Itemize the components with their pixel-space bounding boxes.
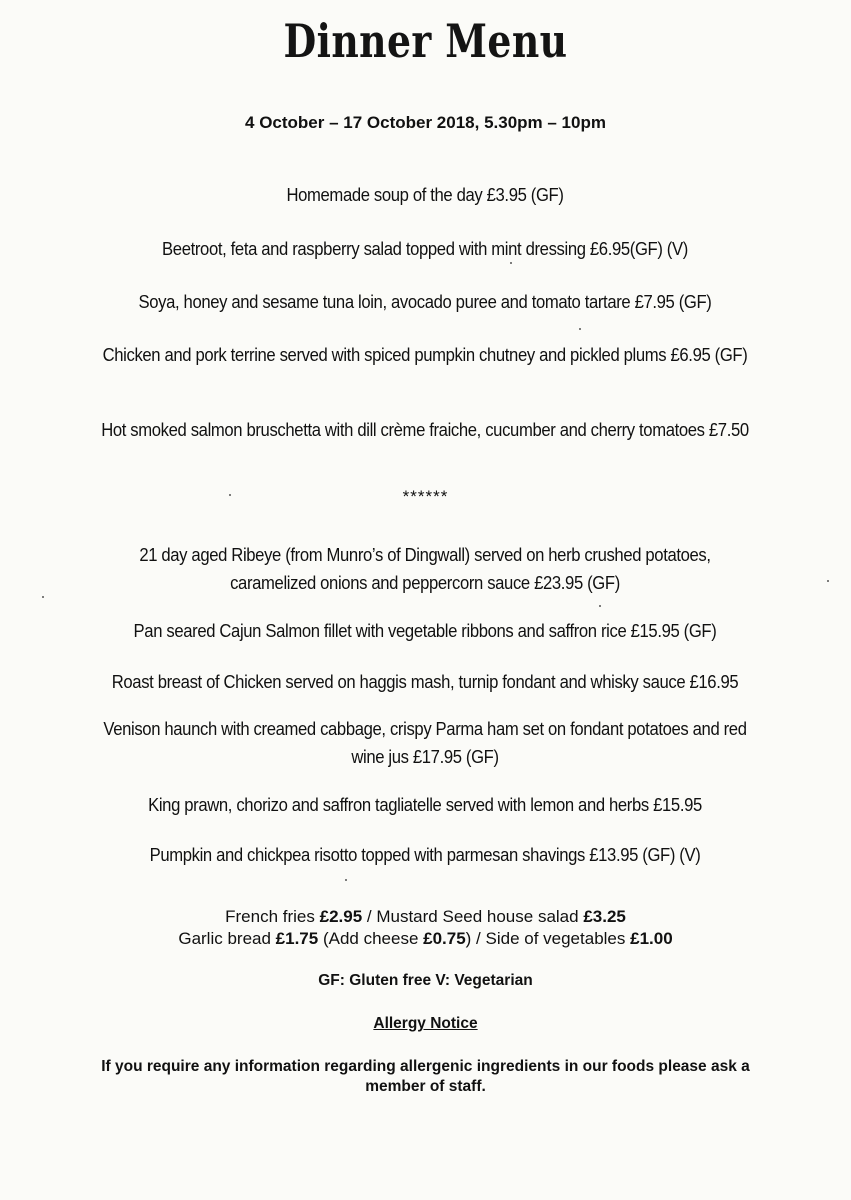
main-item: Pumpkin and chickpea risotto topped with parmesan shavings £13.95 (GF) (V)	[149, 844, 701, 865]
course-separator: ******	[402, 487, 449, 506]
allergy-heading: Allergy Notice	[373, 1015, 478, 1032]
starter-item: Hot smoked salmon bruschetta with dill crème fraiche, cucumber and cherry tomatoes £7.50	[101, 419, 749, 440]
main-item: King prawn, chorizo and saffron tagliatelle served with lemon and herbs £15.95	[148, 794, 702, 815]
main-item: Roast breast of Chicken served on haggis mash, turnip fondant and whisky sauce £16.95	[111, 671, 739, 692]
scan-speck	[579, 328, 581, 330]
starter-item: Soya, honey and sesame tuna loin, avocado puree and tomato tartare £7.95 (GF)	[138, 291, 712, 312]
dietary-key: GF: Gluten free V: Vegetarian	[318, 972, 533, 989]
veg-label: ) / Side of vegetables	[465, 929, 631, 948]
sides-line-2	[0, 928, 851, 950]
scan-speck	[229, 494, 231, 496]
main-item: Pan seared Cajun Salmon fillet with vegetable ribbons and saffron rice £15.95 (GF)	[133, 620, 717, 641]
garlic-price: £1.75	[275, 929, 319, 948]
allergy-text: If you require any information regarding allergenic ingredients in our foods please ask a member of staff.	[101, 1058, 750, 1095]
veg-price: £1.00	[630, 929, 673, 948]
garlic-label: Garlic bread	[178, 929, 276, 948]
main-item: 21 day aged Ribeye (from Munro’s of Dingwall) served on herb crushed potatoes, caramelized onions and peppercorn sauce £23.95 (GF)	[139, 544, 711, 593]
starter-item: Beetroot, feta and raspberry salad topped with mint dressing £6.95(GF) (V)	[162, 238, 688, 259]
scan-speck	[345, 879, 347, 881]
salad-label: / Mustard Seed house salad	[362, 907, 584, 926]
starter-item: Homemade soup of the day £3.95 (GF)	[286, 184, 564, 205]
sides-block	[0, 906, 851, 950]
fries-label: French fries	[225, 907, 320, 926]
fries-price: £2.95	[319, 907, 363, 926]
page-title: Dinner Menu	[283, 14, 568, 68]
scan-speck	[827, 580, 829, 582]
starter-item: Chicken and pork terrine served with spiced pumpkin chutney and pickled plums £6.95 (GF)	[102, 344, 748, 365]
scan-speck	[510, 262, 512, 264]
cheese-price: £0.75	[423, 929, 466, 948]
scan-speck	[599, 605, 601, 607]
scan-speck	[42, 596, 44, 598]
date-range: 4 October – 17 October 2018, 5.30pm – 10pm	[245, 113, 606, 132]
sides-line-1	[0, 906, 851, 928]
cheese-label: (Add cheese	[318, 929, 424, 948]
salad-price: £3.25	[583, 907, 626, 926]
main-item: Venison haunch with creamed cabbage, crispy Parma ham set on fondant potatoes and red wine jus £17.95 (GF)	[103, 718, 747, 767]
